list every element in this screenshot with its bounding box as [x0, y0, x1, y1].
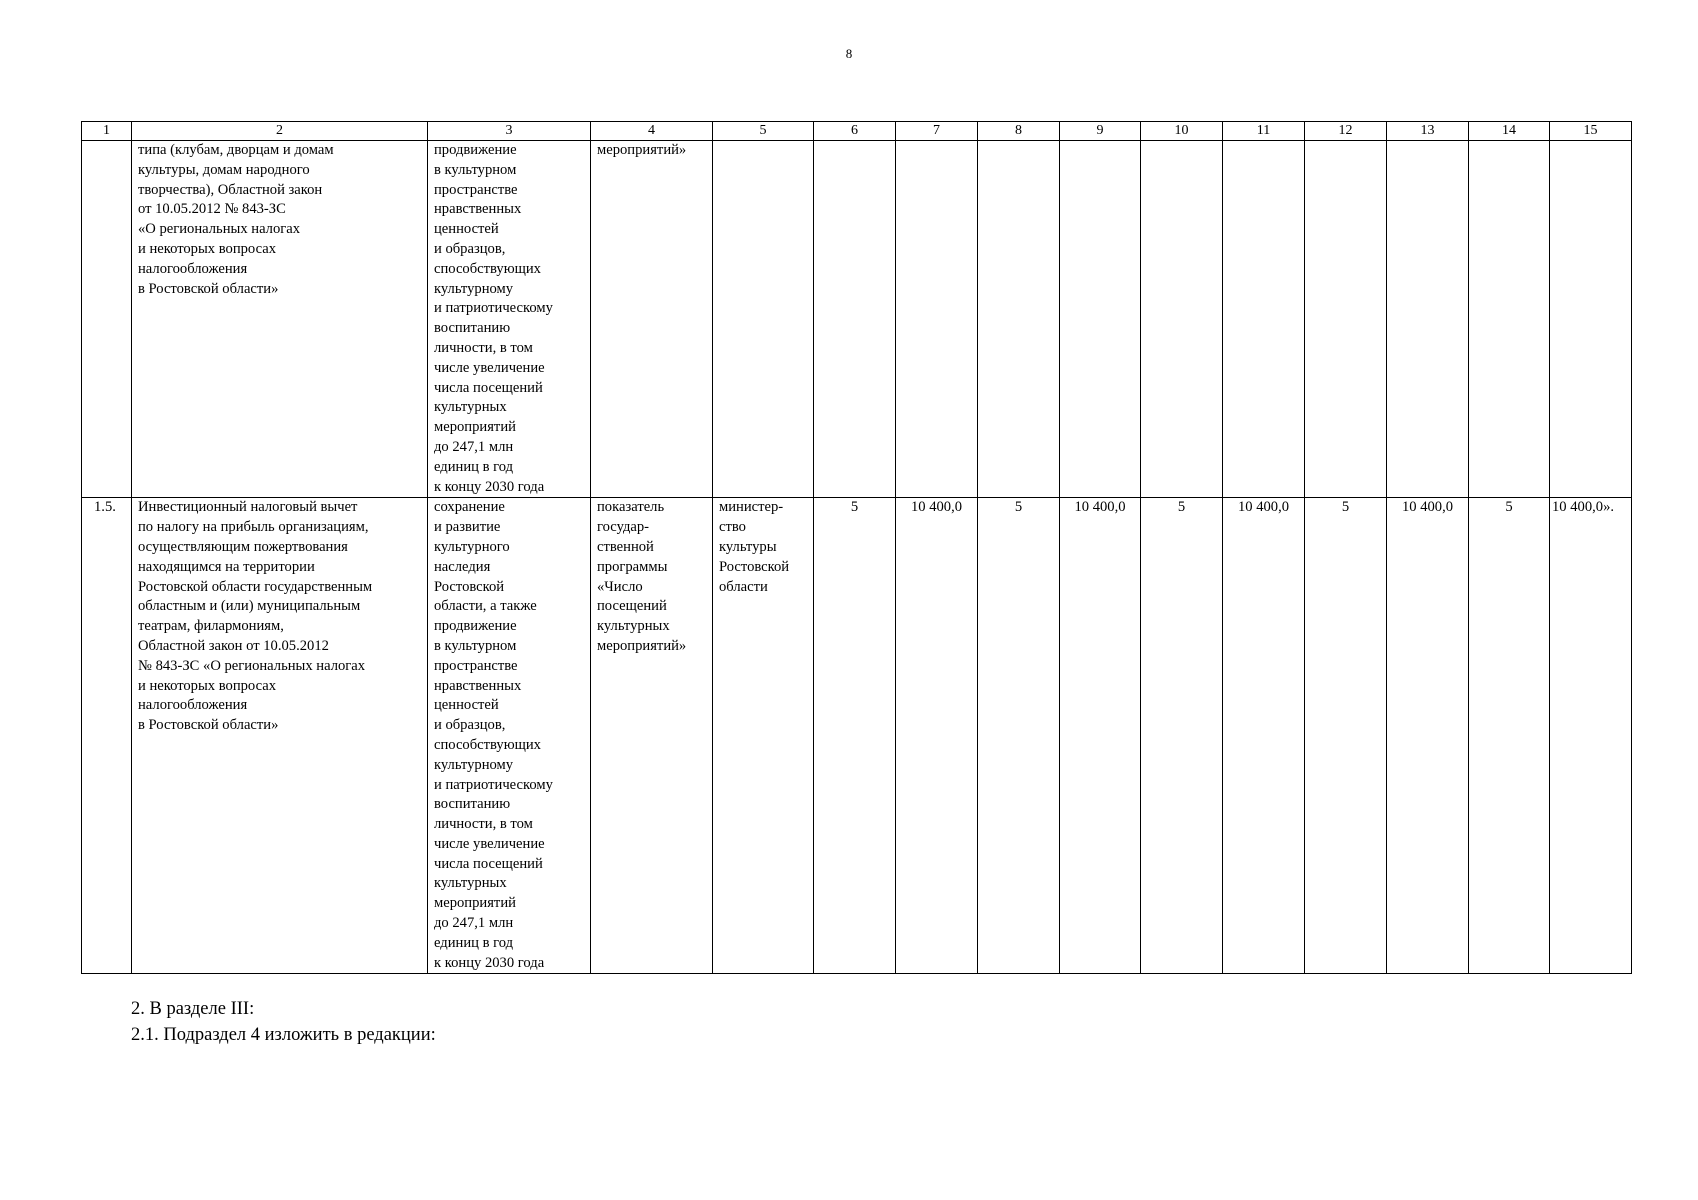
value-cell: 5 — [978, 498, 1060, 974]
value-cell: 5 — [1141, 498, 1223, 974]
table-cell — [1060, 141, 1141, 498]
cell-text-line: нравственных — [434, 201, 522, 218]
cell-text-line: от 10.05.2012 № 843-ЗС — [138, 201, 286, 218]
cell-text-line: и образцов, — [434, 240, 506, 257]
cell-text-line: наследия — [434, 558, 491, 575]
cell-text-line: Ростовской — [434, 578, 505, 595]
table-cell — [1141, 141, 1223, 498]
cell-text-line: в культурном — [434, 161, 517, 178]
cell-text-line: числа посещений — [434, 855, 543, 872]
header-cell: 5 — [713, 122, 814, 141]
cell-text-line: личности, в том — [434, 816, 533, 833]
value-cell: 10 400,0 — [1060, 498, 1141, 974]
cell-text-line: культуры — [719, 538, 777, 555]
cell-text-line: осуществляющим пожертвования — [138, 538, 348, 555]
cell-text-line: ственной — [597, 538, 654, 555]
section-instruction: 2. В разделе III: — [131, 999, 255, 1019]
cell-text-line: государ- — [597, 519, 650, 536]
value-cell: 5 — [814, 498, 896, 974]
header-cell: 9 — [1060, 122, 1141, 141]
cell-text-line: и некоторых вопросах — [138, 677, 277, 694]
row-number-cell — [82, 141, 132, 498]
cell-text-line: в Ростовской области» — [138, 717, 279, 734]
cell-text-line: посещений — [597, 598, 667, 615]
header-cell: 12 — [1305, 122, 1387, 141]
table-cell — [1469, 141, 1550, 498]
cell-text-line: числа посещений — [434, 379, 543, 396]
cell-text-line: министер- — [719, 499, 784, 516]
table-row-1-5 — [82, 498, 1632, 974]
table-cell — [814, 141, 896, 498]
indicator-cell — [591, 141, 713, 498]
cell-text-line: числе увеличение — [434, 359, 545, 376]
cell-text-line: театрам, филармониям, — [138, 618, 284, 635]
cell-text-line: культурных — [597, 618, 670, 635]
value-cell: 5 — [1305, 498, 1387, 974]
cell-text-line: нравственных — [434, 677, 522, 694]
header-row — [82, 122, 1632, 141]
header-cell: 14 — [1469, 122, 1550, 141]
cell-text-line: налогообложения — [138, 697, 248, 714]
header-cell: 13 — [1387, 122, 1469, 141]
cell-text-line: типа (клубам, дворцам и домам — [138, 142, 334, 158]
cell-text-line: культурных — [434, 399, 507, 416]
cell-text-line: Ростовской области государственным — [138, 578, 373, 595]
value-cell: 10 400,0 — [896, 498, 978, 974]
cell-text-line: воспитанию — [434, 796, 511, 813]
table-cell — [1550, 141, 1632, 498]
cell-text-line: единиц в год — [434, 458, 514, 475]
cell-text-line: мероприятий» — [597, 142, 687, 158]
goal-cell — [428, 498, 591, 974]
cell-text-line: продвижение — [434, 142, 517, 158]
cell-text-line: сохранение — [434, 499, 505, 516]
value-cell: 10 400,0 — [1387, 498, 1469, 974]
cell-text-line: программы — [597, 558, 668, 575]
subsection-instruction: 2.1. Подраздел 4 изложить в редакции: — [131, 1025, 436, 1045]
cell-text-line: Ростовской — [719, 558, 790, 575]
page-number: 8 — [845, 46, 853, 61]
cell-text-line: культурных — [434, 875, 507, 892]
header-cell: 4 — [591, 122, 713, 141]
cell-text-line: области — [719, 578, 768, 595]
cell-text-line: способствующих — [434, 260, 541, 277]
cell-text-line: и некоторых вопросах — [138, 240, 277, 257]
header-cell: 10 — [1141, 122, 1223, 141]
header-cell: 11 — [1223, 122, 1305, 141]
table-cell — [713, 141, 814, 498]
cell-text-line: до 247,1 млн — [434, 915, 514, 932]
cell-text-line: Инвестиционный налоговый вычет — [138, 499, 358, 516]
cell-text-line: показатель — [597, 499, 665, 516]
cell-text-line: к концу 2030 года — [434, 478, 545, 495]
header-cell: 7 — [896, 122, 978, 141]
table-cell — [1387, 141, 1469, 498]
cell-text-line: «О региональных налогах — [138, 221, 301, 238]
curator-cell — [713, 498, 814, 974]
cell-text-line: мероприятий — [434, 895, 516, 912]
cell-text-line: по налогу на прибыль организациям, — [138, 519, 369, 536]
value-cell: 5 — [1469, 498, 1550, 974]
cell-text-line: и образцов, — [434, 717, 506, 734]
cell-text-line: творчества), Областной закон — [138, 181, 323, 198]
cell-text-line: до 247,1 млн — [434, 438, 514, 455]
header-cell: 6 — [814, 122, 896, 141]
cell-text-line: к концу 2030 года — [434, 954, 545, 971]
cell-text-line: ценностей — [434, 697, 499, 714]
cell-text-line: воспитанию — [434, 320, 511, 337]
cell-text-line: личности, в том — [434, 339, 533, 356]
cell-text-line: мероприятий» — [597, 637, 687, 654]
header-cell: 8 — [978, 122, 1060, 141]
cell-text-line: культуры, домам народного — [138, 161, 310, 178]
cell-text-line: ценностей — [434, 221, 499, 238]
cell-text-line: пространстве — [434, 657, 518, 674]
cell-text-line: и патриотическому — [434, 776, 553, 793]
value-cell: 10 400,0». — [1550, 498, 1632, 974]
goal-cell — [428, 141, 591, 498]
cell-text-line: области, а также — [434, 598, 537, 615]
cell-text-line: единиц в год — [434, 934, 514, 951]
header-cell: 2 — [132, 122, 428, 141]
cell-text-line: Областной закон от 10.05.2012 — [138, 637, 329, 654]
cell-text-line: «Число — [597, 578, 643, 595]
benefit-name-cell — [132, 498, 428, 974]
indicator-cell — [591, 498, 713, 974]
header-cell: 15 — [1550, 122, 1632, 141]
data-table — [81, 121, 1632, 974]
cell-text-line: № 843-ЗС «О региональных налогах — [138, 657, 366, 674]
cell-text-line: пространстве — [434, 181, 518, 198]
value-cell: 10 400,0 — [1223, 498, 1305, 974]
cell-text-line: культурному — [434, 280, 514, 297]
table-cell — [896, 141, 978, 498]
table-cell — [1305, 141, 1387, 498]
table-cell — [1223, 141, 1305, 498]
header-cell: 1 — [82, 122, 132, 141]
header-cell: 3 — [428, 122, 591, 141]
cell-text-line: находящимся на территории — [138, 558, 315, 575]
cell-text-line: культурному — [434, 756, 514, 773]
cell-text-line: и патриотическому — [434, 300, 553, 317]
cell-text-line: и развитие — [434, 519, 501, 536]
table-cell — [978, 141, 1060, 498]
cell-text-line: областным и (или) муниципальным — [138, 598, 361, 615]
cell-text-line: культурного — [434, 538, 510, 555]
cell-text-line: способствующих — [434, 736, 541, 753]
row-number-cell: 1.5. — [82, 498, 132, 974]
cell-text-line: в Ростовской области» — [138, 280, 279, 297]
cell-text-line: числе увеличение — [434, 835, 545, 852]
cell-text-line: в культурном — [434, 637, 517, 654]
cell-text-line: налогообложения — [138, 260, 248, 277]
cell-text-line: мероприятий — [434, 419, 516, 436]
table-row-continued — [82, 141, 1632, 498]
benefit-name-cell — [132, 141, 428, 498]
cell-text-line: продвижение — [434, 618, 517, 635]
cell-text-line: ство — [719, 519, 746, 536]
